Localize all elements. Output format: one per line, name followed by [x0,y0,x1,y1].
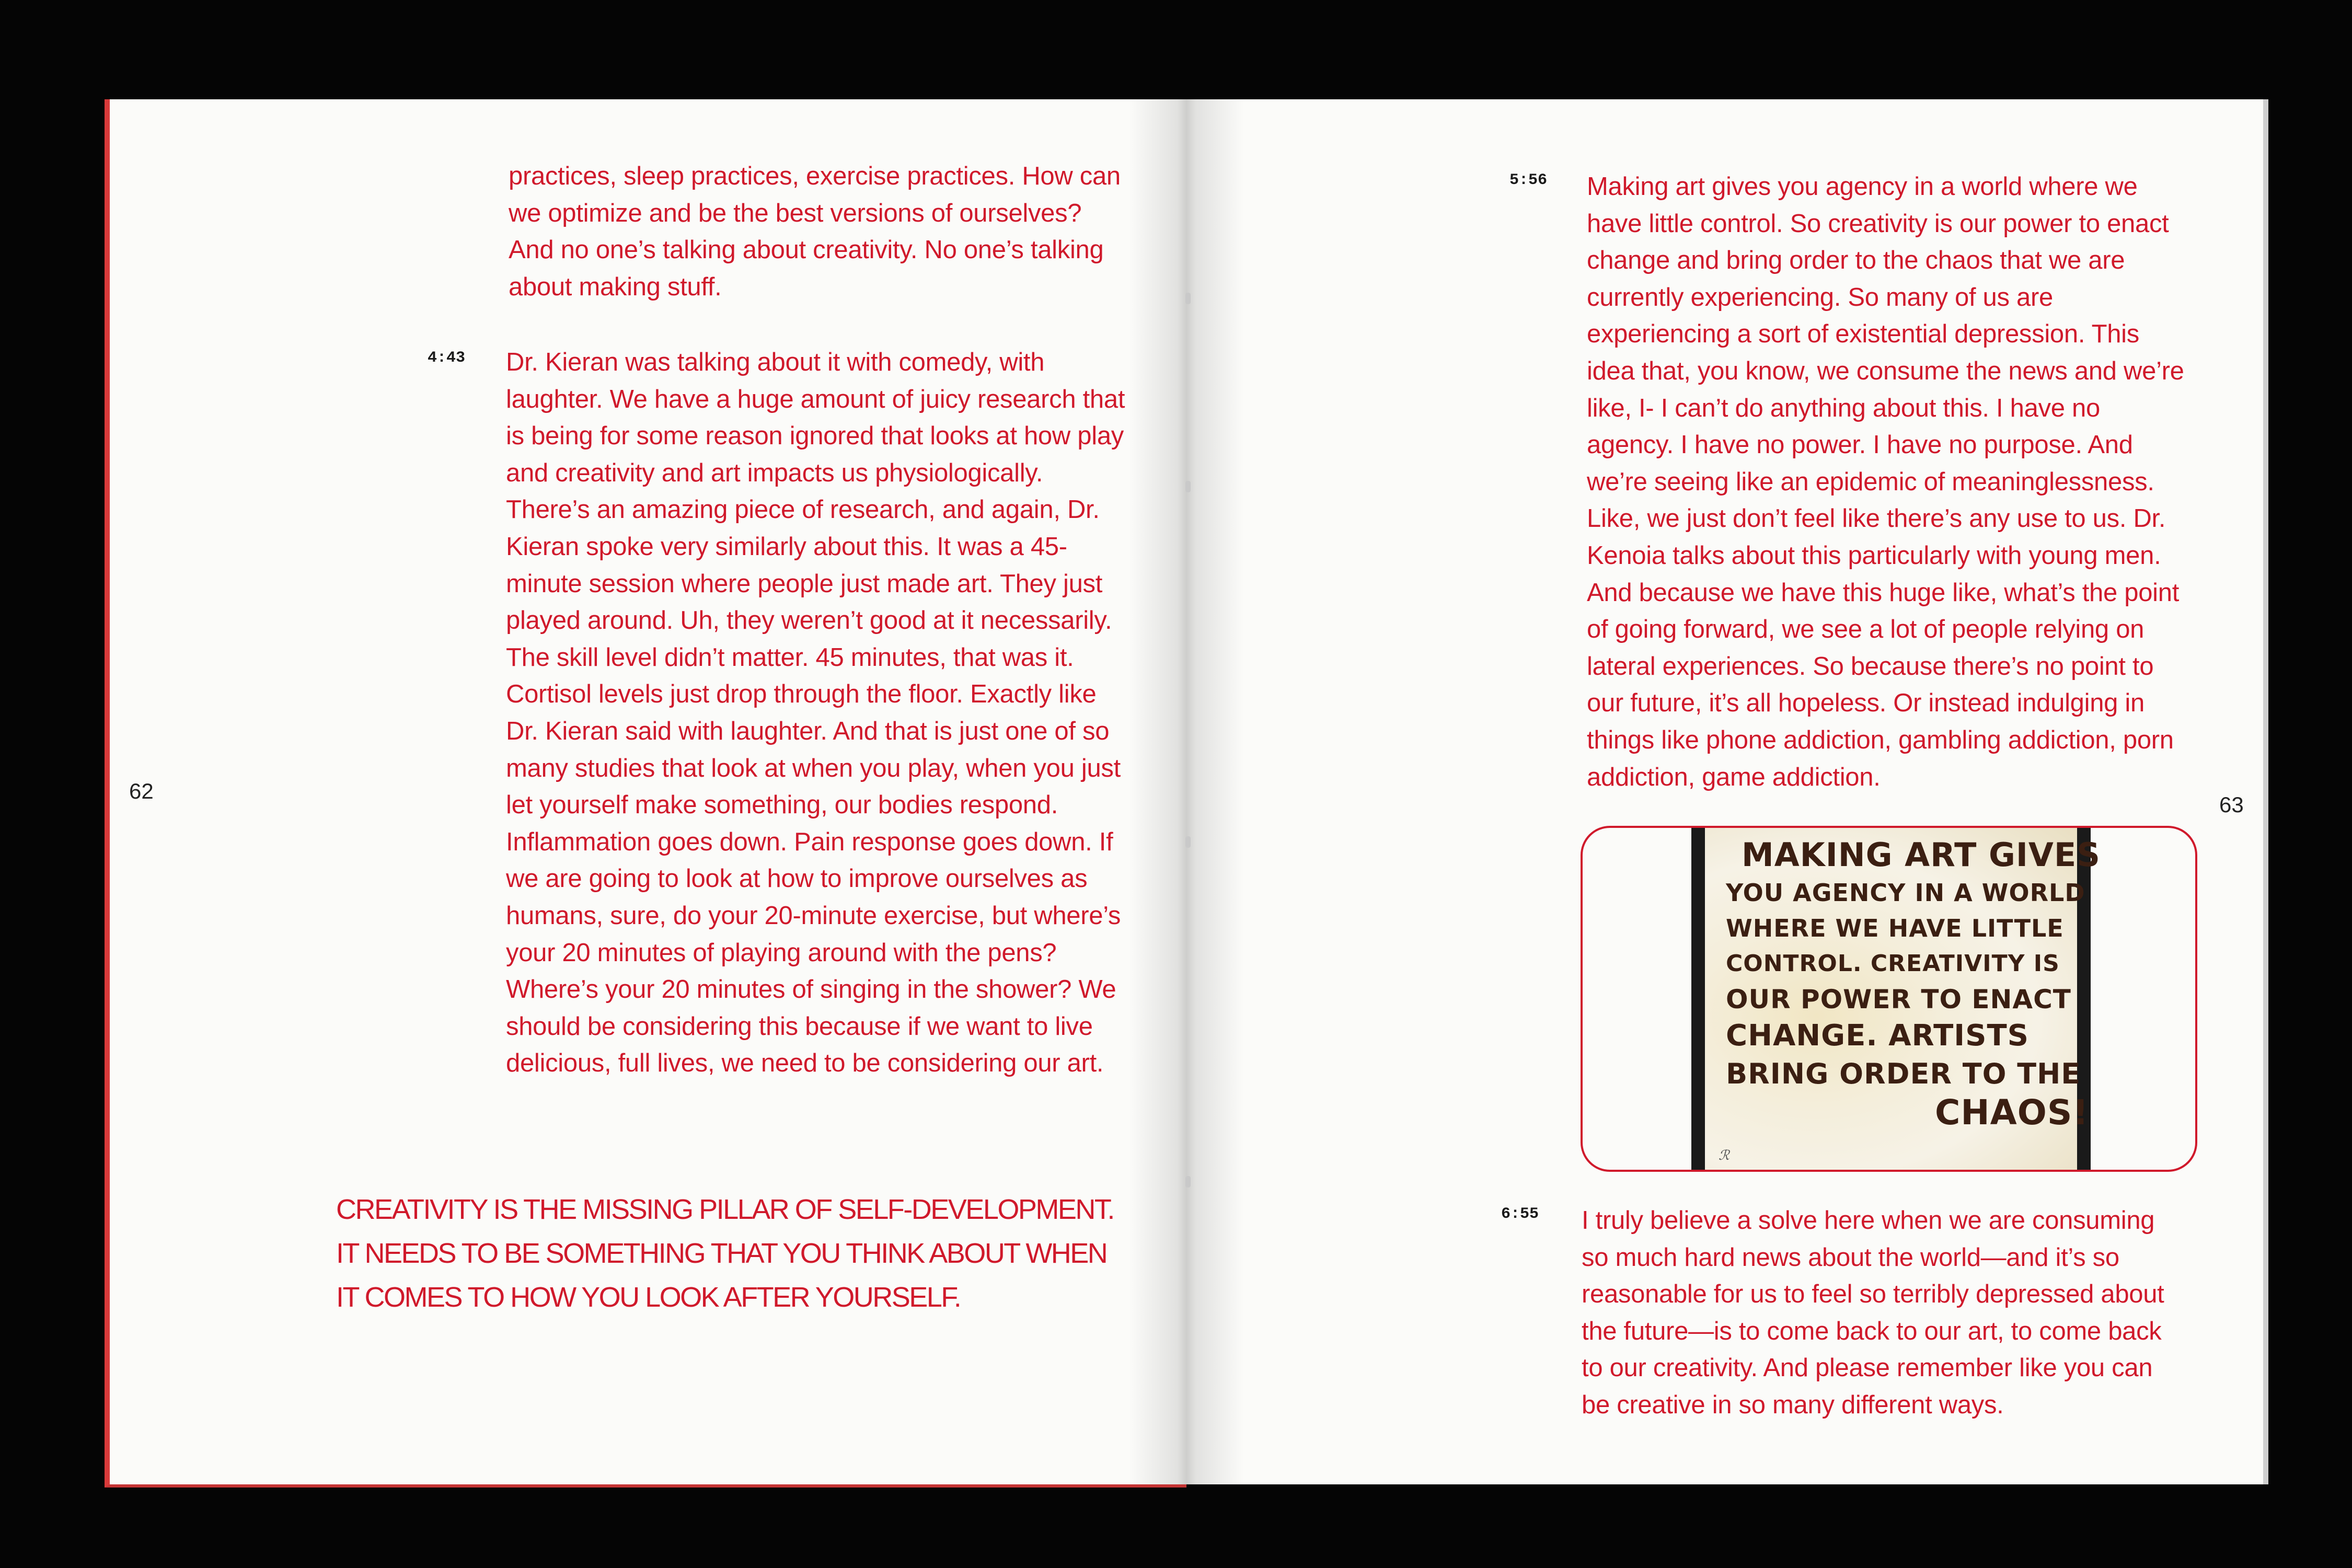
right-paragraph-1: Making art gives you agency in a world where we have little control. So creativity is our power to enact change and bring order to the chaos that we are currently experiencing. So many of us are experiencing a sort of existential depression. This idea that, you know, we consume the news and we’re like, I- I can’t do anything about this. I have no agency. I have no power. I have no purpose. And we’re seeing like an epidemic of meaninglessness. Like, we just don’t feel like there’s any use to us. Dr. Kenoia talks about this particularly with young men. And because we have this huge like, what’s the point of going forward, we see a lot of people relying on lateral experiences. So because there’s no point to our future, it’s all hopeless. Or instead indulging in things like phone addiction, gambling addiction, porn addiction, game addiction. [1587,172,2184,791]
sign-line: CHAOS! [1935,1092,2089,1133]
sign-lettering [1726,835,2101,1133]
sign-line: BRING ORDER TO THE [1726,1057,2081,1090]
page-number-right: 63 [2219,792,2244,817]
binding-stitch [1185,836,1191,848]
sign-line: CONTROL. CREATIVITY IS [1726,950,2060,977]
sign-line: OUR POWER TO ENACT [1726,984,2071,1014]
handwritten-sign-photo [1691,828,2101,1170]
page-number-left: 62 [129,779,154,803]
pull-quote-line: IT COMES TO HOW YOU LOOK AFTER YOURSELF. [336,1282,961,1313]
timestamp-4-43: 4:43 [428,349,466,367]
left-paragraph-2: Dr. Kieran was talking about it with comedy, with laughter. We have a huge amount of juicy research that is being for some reason ignored that looks at how play and creativity and art impacts us physiologically. There’s an amazing piece of research, and again, Dr. Kieran spoke very similarly about this. It was a 45-minute session where people just made art. They just played around. Uh, they weren’t good at it necessarily. The skill level didn’t matter. 45 minutes, that was it. Cortisol levels just drop through the floor. Exactly like Dr. Kieran said with laughter. And that is just one of so many studies that look at when you play, when you just let yourself make something, our bodies respond. Inflammation goes down. Pain response goes down. If we are going to look at how to improve ourselves as humans, sure, do your 20-minute exercise, but where’s your 20 minutes of playing around with the pens? Where’s your 20 minutes of singing in the shower? We should be considering this because if we want to live delicious, full lives, we need to be considering our art. [506,348,1125,1078]
sign-line: YOU AGENCY IN A WORLD [1726,879,2085,907]
binding-stitch [1185,481,1191,492]
sign-line: CHANGE. ARTISTS [1726,1019,2030,1053]
sign-line: MAKING ART GIVES [1742,836,2101,874]
right-paragraph-2: I truly believe a solve here when we are consuming so much hard news about the world—and it’s so reasonable for us to feel so terribly depressed about the future—is to come back to our art, to come back to our creativity. And please remember like you can be creative in so many different ways. [1582,1206,2164,1419]
pull-quote-line: IT NEEDS TO BE SOMETHING THAT YOU THINK ABOUT WHEN [336,1238,1107,1269]
binding-stitch [1185,1176,1191,1187]
sign-line: WHERE WE HAVE LITTLE [1726,914,2064,942]
timestamp-6-55: 6:55 [1501,1205,1539,1223]
sign-board [1705,828,2101,1170]
left-paragraph-1: practices, sleep practices, exercise practices. How can we optimize and be the best versions of ourselves? And no one’s talking about creativity. No one’s talking about making stuff. [509,162,1121,301]
artist-initials-mark: ℛ [1719,1148,1730,1163]
binding-stitch [1185,293,1191,304]
pull-quote-line: CREATIVITY IS THE MISSING PILLAR OF SELF-DEVELOPMENT. [336,1194,1114,1225]
pull-quote [336,1187,1120,1319]
timestamp-5-56: 5:56 [1509,171,1548,189]
photo-frame [1581,826,2197,1172]
